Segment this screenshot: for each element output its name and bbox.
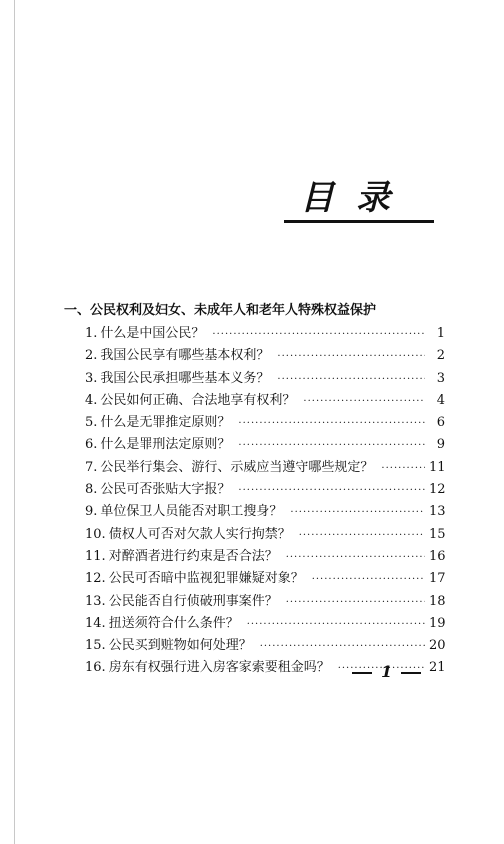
toc-entry[interactable] (85, 456, 445, 478)
toc-entry[interactable] (85, 590, 445, 612)
toc-leader-dots (277, 374, 425, 385)
toc-entry-number: 2. (85, 348, 98, 364)
toc-entry-page: 2 (436, 348, 445, 364)
toc-entry-page: 9 (436, 437, 445, 453)
toc-entry-title: 对醉酒者进行约束是否合法？ (108, 548, 278, 564)
toc-leader-dots (260, 641, 425, 652)
toc-leader-dots (238, 485, 425, 496)
title-underline (284, 220, 434, 223)
toc-leader-dots (238, 418, 425, 429)
toc-entry-number: 6. (85, 437, 98, 453)
toc-entry[interactable] (85, 433, 445, 455)
toc-leader-dots (212, 329, 425, 340)
toc-leader-dots (312, 574, 425, 585)
toc-entry-page: 6 (436, 415, 445, 431)
toc-entry-number: 3. (85, 370, 98, 386)
toc-entry-number: 10. (85, 526, 106, 542)
toc-entry-title: 什么是罪刑法定原则？ (100, 437, 231, 453)
toc-entry[interactable] (85, 634, 445, 656)
toc-entry-page: 3 (436, 370, 445, 386)
toc-entry-number: 12. (85, 571, 106, 587)
toc-entry[interactable] (85, 612, 445, 634)
toc-entry-title: 什么是中国公民？ (100, 326, 205, 341)
toc-entry-page: 15 (429, 526, 446, 542)
toc-entry-title: 房东有权强行进入房客家索要租金吗？ (108, 660, 330, 676)
toc-entry-number: 13. (85, 593, 106, 609)
toc-entry-number: 5. (85, 415, 98, 431)
page-title: 目录 (300, 178, 412, 218)
page-edge (14, 0, 15, 844)
toc-entry-title: 公民可否暗中监视犯罪嫌疑对象？ (108, 571, 304, 587)
toc-entry-title: 单位保卫人员能否对职工搜身？ (100, 504, 283, 520)
toc-leader-dots (286, 597, 425, 608)
toc-entry[interactable] (85, 567, 445, 589)
toc-entry-number: 8. (85, 482, 98, 498)
toc-leader-dots (277, 351, 425, 362)
toc-leader-dots (286, 552, 425, 563)
toc-entry[interactable] (85, 389, 445, 411)
toc-entry-title: 什么是无罪推定原则？ (100, 415, 231, 431)
toc-entry-number: 9. (85, 504, 98, 520)
toc-entry-page: 12 (429, 482, 446, 498)
toc-leader-dots (299, 530, 425, 541)
toc-leader-dots (381, 463, 425, 474)
toc-entry-number: 11. (85, 548, 106, 564)
toc-entry[interactable] (85, 523, 445, 545)
toc-entry-number: 16. (85, 660, 106, 676)
toc-leader-dots (238, 440, 425, 451)
toc-entry[interactable] (85, 500, 445, 522)
toc-leader-dots (303, 396, 425, 407)
toc-entry-title: 公民举行集会、游行、示威应当遵守哪些规定？ (100, 459, 374, 475)
toc-entry-page: 11 (429, 459, 446, 475)
toc-entry-number: 14. (85, 615, 106, 631)
toc-entry-page: 20 (429, 638, 446, 654)
toc-entry-page: 17 (429, 571, 446, 587)
toc-leader-dots (247, 619, 425, 630)
toc-entry-page: 19 (429, 615, 446, 631)
toc-entry-title: 公民能否自行侦破刑事案件？ (108, 593, 278, 609)
toc-entry-number: 1. (85, 326, 98, 341)
page-number-dash (352, 672, 372, 674)
toc-entry-page: 1 (436, 326, 445, 341)
toc-entry[interactable] (85, 411, 445, 433)
toc-entry-title: 我国公民享有哪些基本权利？ (100, 348, 270, 364)
toc-list (85, 322, 445, 679)
toc-entry-title: 债权人可否对欠款人实行拘禁？ (108, 526, 291, 542)
toc-entry-title: 我国公民承担哪些基本义务？ (100, 370, 270, 386)
toc-entry-page: 21 (429, 660, 446, 676)
toc-entry[interactable] (85, 545, 445, 567)
toc-entry-number: 15. (85, 638, 106, 654)
toc-entry[interactable] (85, 322, 445, 344)
toc-entry-page: 18 (429, 593, 446, 609)
page-number-value: 1 (381, 662, 393, 681)
page-number-dash (401, 672, 421, 674)
toc-entry-title: 公民可否张贴大字报？ (100, 482, 231, 498)
toc-entry-number: 7. (85, 459, 98, 475)
toc-entry-page: 13 (429, 504, 446, 520)
toc-entry[interactable] (85, 367, 445, 389)
page-number (352, 662, 421, 681)
toc-entry-number: 4. (85, 392, 98, 408)
toc-entry-title: 公民如何正确、合法地享有权利？ (100, 392, 296, 408)
toc-entry-title: 公民买到赃物如何处理？ (108, 638, 252, 654)
toc-entry-page: 16 (429, 548, 446, 564)
toc-entry-page: 4 (436, 392, 445, 408)
toc-entry[interactable] (85, 344, 445, 366)
toc-entry-title: 扭送须符合什么条件？ (108, 615, 239, 631)
toc-entry[interactable] (85, 478, 445, 500)
section-heading: 一、公民权利及妇女、未成年人和老年人特殊权益保护 (64, 303, 377, 318)
toc-leader-dots (290, 507, 425, 518)
